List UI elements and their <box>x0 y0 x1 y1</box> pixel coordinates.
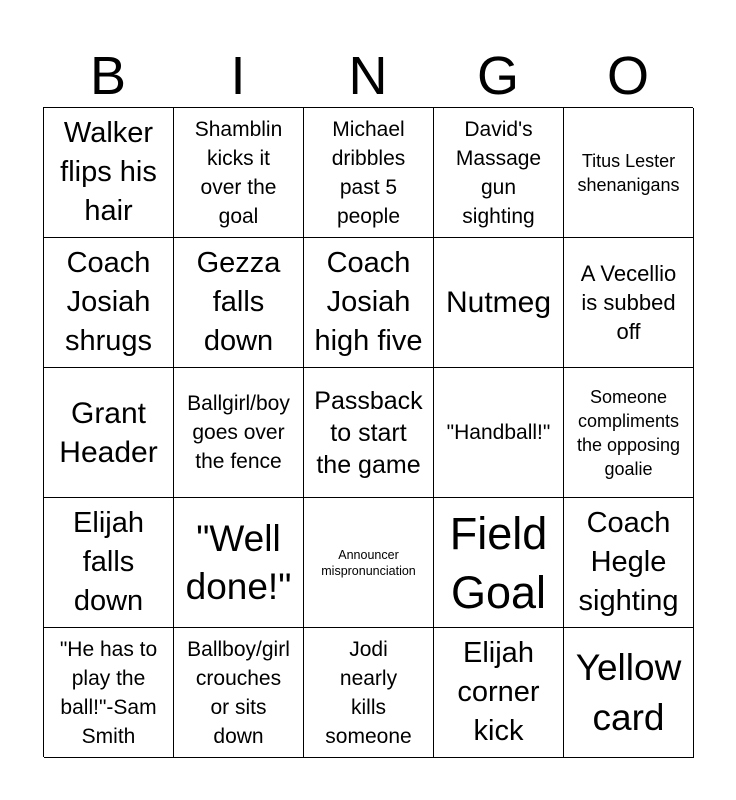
cell-text: Someone compliments the opposing goalie <box>576 386 681 479</box>
bingo-cell[interactable] <box>44 108 174 238</box>
header-letter-o: O <box>606 46 649 106</box>
bingo-cell[interactable] <box>304 628 434 758</box>
bingo-cell[interactable] <box>174 498 304 628</box>
header-letter-n: N <box>348 46 388 106</box>
cell-text: David's Massage gun sighting <box>455 117 542 228</box>
cell-text: Coach Josiah shrugs <box>64 247 153 357</box>
header-letter-b: B <box>89 46 127 106</box>
cell-text: "Well done!" <box>185 517 292 607</box>
bingo-cell[interactable] <box>174 628 304 758</box>
bingo-cell[interactable] <box>564 628 694 758</box>
bingo-cell[interactable] <box>304 108 434 238</box>
bingo-cell[interactable] <box>304 368 434 498</box>
header-letter-i: I <box>230 46 246 106</box>
bingo-cell[interactable] <box>434 498 564 628</box>
cell-text: Elijah corner kick <box>457 637 540 747</box>
cell-text: Ballboy/girl crouches or sits down <box>187 637 290 748</box>
cell-text: Field Goal <box>449 507 548 618</box>
bingo-cell[interactable] <box>564 238 694 368</box>
cell-text: Passback to start the game <box>314 386 423 479</box>
cell-text: Ballgirl/boy goes over the fence <box>187 392 290 473</box>
bingo-header <box>43 46 693 106</box>
bingo-cell[interactable] <box>434 238 564 368</box>
cell-text: Elijah falls down <box>73 507 144 617</box>
bingo-grid <box>43 107 693 757</box>
cell-text: A Vecellio is subbed off <box>580 261 677 344</box>
bingo-cell[interactable] <box>564 108 694 238</box>
cell-text: Yellow card <box>575 646 682 738</box>
bingo-cell[interactable] <box>434 108 564 238</box>
bingo-cell[interactable] <box>174 108 304 238</box>
cell-text: Coach Hegle sighting <box>578 507 679 617</box>
bingo-cell[interactable] <box>44 238 174 368</box>
bingo-cell[interactable] <box>564 368 694 498</box>
bingo-cell[interactable] <box>174 368 304 498</box>
bingo-cell[interactable] <box>304 238 434 368</box>
bingo-cell[interactable] <box>44 498 174 628</box>
bingo-cell[interactable] <box>434 368 564 498</box>
bingo-cell[interactable] <box>44 628 174 758</box>
cell-text: Coach Josiah high five <box>314 247 423 357</box>
bingo-cell[interactable] <box>434 628 564 758</box>
cell-text: Shamblin kicks it over the goal <box>194 117 283 228</box>
header-letter-g: G <box>476 46 519 106</box>
cell-text: Grant Header <box>59 396 158 469</box>
bingo-cell[interactable] <box>564 498 694 628</box>
cell-text: Gezza falls down <box>196 247 281 357</box>
bingo-cell[interactable] <box>304 498 434 628</box>
cell-text: Walker flips his hair <box>60 117 157 227</box>
cell-text: Titus Lester shenanigans <box>577 150 680 195</box>
bingo-cell[interactable] <box>44 368 174 498</box>
bingo-cell[interactable] <box>174 238 304 368</box>
cell-text: Michael dribbles past 5 people <box>331 117 406 228</box>
cell-text: "He has to play the ball!"-Sam Smith <box>59 637 158 748</box>
cell-text: "Handball!" <box>446 421 551 444</box>
cell-text: Announcer mispronunciation <box>321 547 416 578</box>
cell-text: Nutmeg <box>445 286 552 319</box>
cell-text: Jodi nearly kills someone <box>325 637 412 748</box>
